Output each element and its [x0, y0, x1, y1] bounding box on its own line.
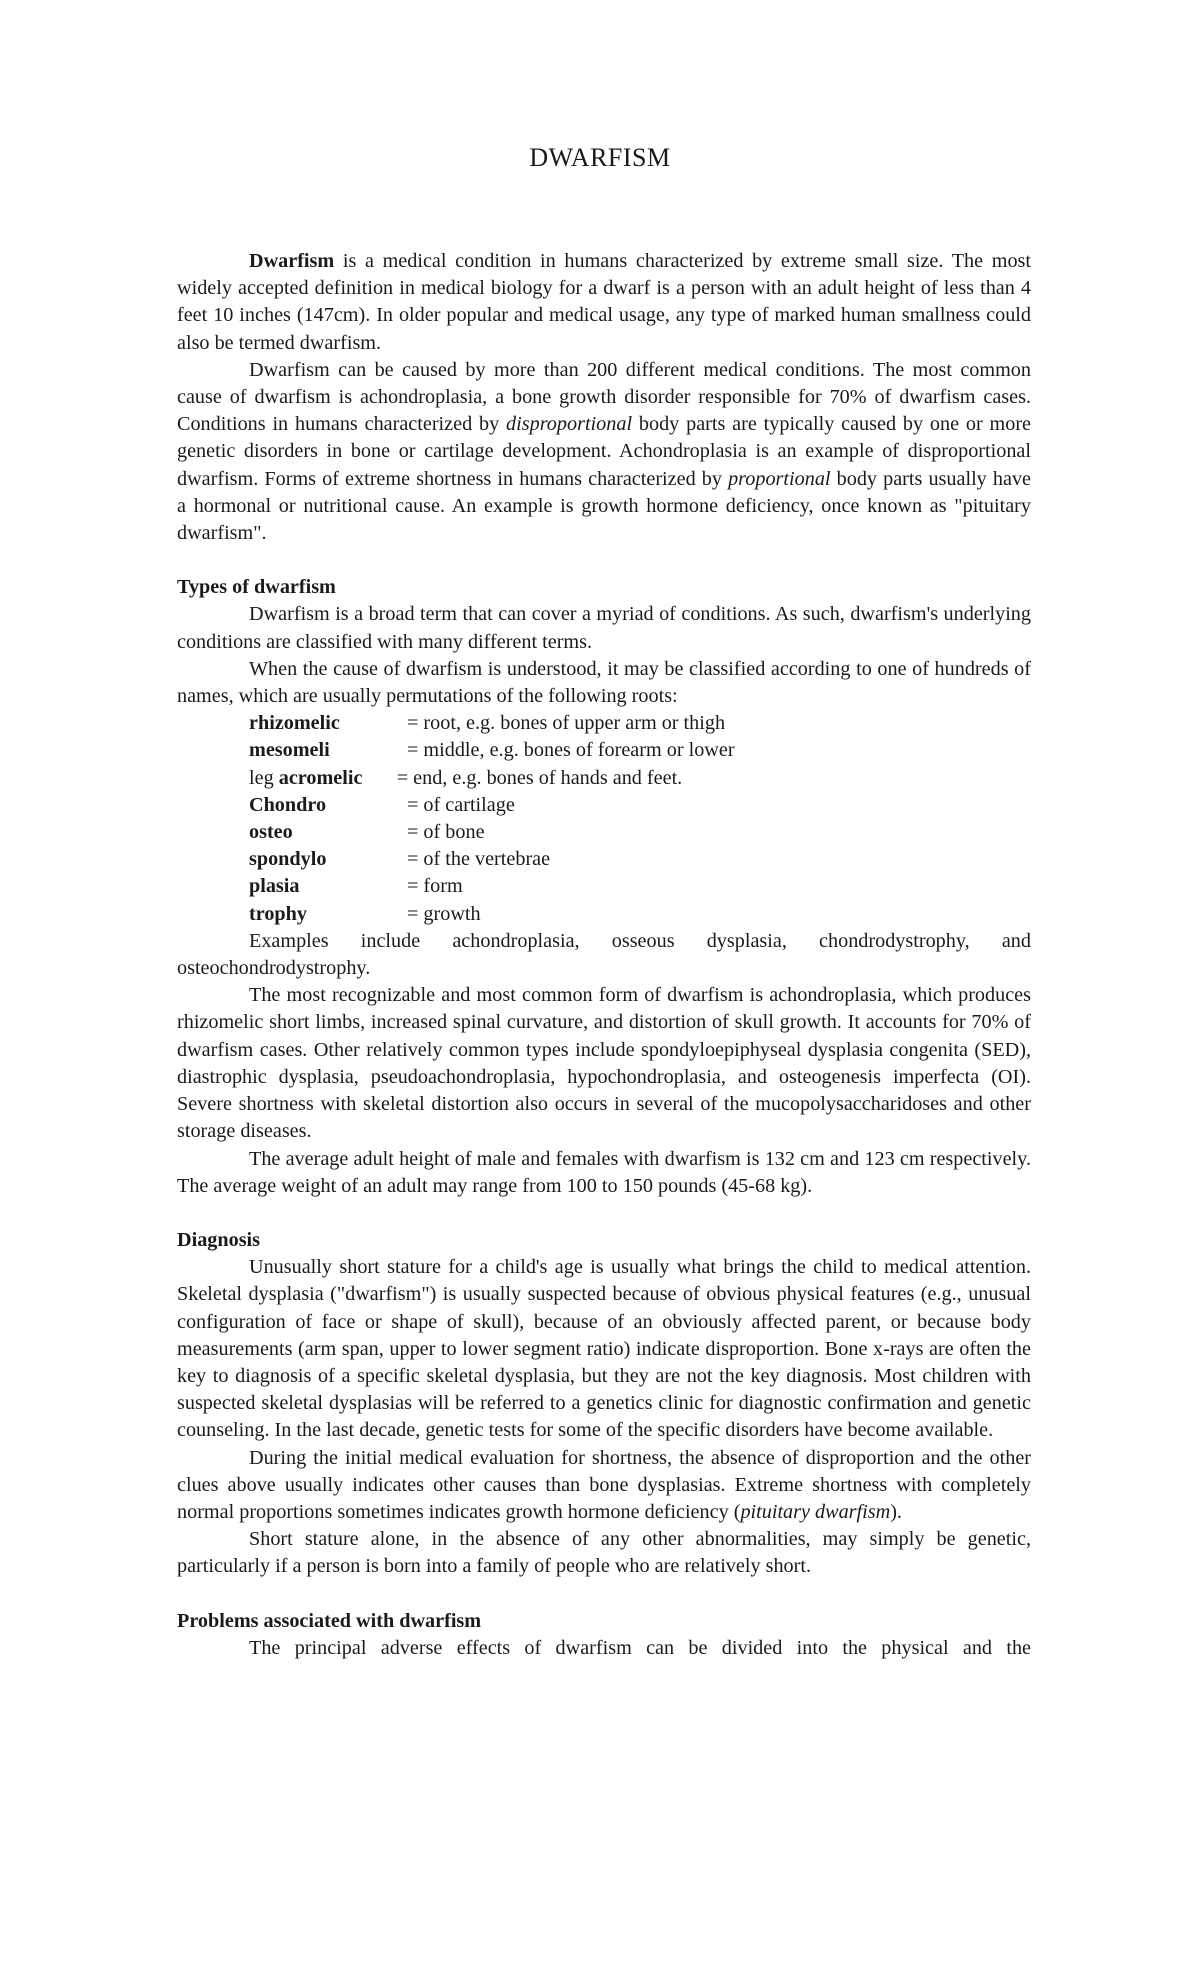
- intro-paragraph-1: Dwarfism is a medical condition in humans characterized by extreme small size. The most widely accepted definition in medical biology for a dwarf is a person with an adult height of less than 4 feet 10 inches (147cm). In older popular and medical usage, any type of marked human smallness could also be termed dwarfism.: [177, 250, 1031, 354]
- emphasis-proportional: proportional: [728, 467, 831, 490]
- intro-term: Dwarfism: [249, 250, 335, 272]
- section-heading-types: Types of dwarfism: [177, 576, 336, 599]
- root-row: osteo = of bone: [249, 821, 485, 844]
- spacer: [177, 1200, 1031, 1227]
- root-row: rhizomelic = root, e.g. bones of upper arm or thigh: [249, 712, 726, 735]
- intro-paragraph-2: Dwarfism can be caused by more than 200 different medical conditions. The most common cause of dwarfism is achondroplasia, a bone growth disorder responsible for 70% of dwarfism cases. Conditions in humans characterized by disproportional body parts are typically caused by one or more genetic disorders in bone or cartilage development. Achondroplasia is an example of disproportional dwarfism. Forms of extreme shortness in humans characterized by proportional body parts usually have a hormonal or nutritional cause. An example is growth hormone deficiency, once known as "pituitary dwarfism".: [177, 358, 1031, 545]
- types-paragraph-1: Dwarfism is a broad term that can cover a myriad of conditions. As such, dwarfism's underlying conditions are classified with many different terms.: [177, 603, 1031, 653]
- spacer: [177, 547, 1031, 574]
- types-paragraph-4: The most recognizable and most common form of dwarfism is achondroplasia, which produces rhizomelic short limbs, increased spinal curvature, and distortion of skull growth. It accounts for 70% of dwarfism cases. Other relatively common types include spondyloepiphyseal dysplasia congenita (SED), diastrophic dysplasia, pseudoachondroplasia, hypochondroplasia, and osteogenesis imperfecta (OI). Severe shortness with skeletal distortion also occurs in several of the mucopolysaccharidoses and other storage diseases.: [177, 984, 1031, 1143]
- types-paragraph-5: The average adult height of male and females with dwarfism is 132 cm and 123 cm respectively. The average weight of an adult may range from 100 to 150 pounds (45-68 kg).: [177, 1147, 1031, 1197]
- root-row: trophy = growth: [249, 902, 481, 925]
- diagnosis-paragraph-3: Short stature alone, in the absence of any other abnormalities, may simply be genetic, particularly if a person is born into a family of people who are relatively short.: [177, 1528, 1031, 1578]
- root-row: spondylo = of the vertebrae: [249, 848, 551, 871]
- roots-list: [177, 710, 1031, 928]
- page-title: DWARFISM: [529, 143, 671, 172]
- emphasis-disproportional: disproportional: [506, 413, 633, 436]
- section-heading-problems: Problems associated with dwarfism: [177, 1609, 482, 1632]
- types-paragraph-2: When the cause of dwarfism is understood, it may be classified according to one of hundreds of names, which are usually permutations of the following roots:: [177, 657, 1031, 708]
- spacer: [177, 1581, 1031, 1608]
- root-row: Chondro = of cartilage: [249, 793, 515, 816]
- root-row: leg acromelic = end, e.g. bones of hands and feet.: [249, 766, 683, 789]
- root-row: plasia = form: [249, 875, 463, 898]
- types-paragraph-3: Examples include achondroplasia, osseous dysplasia, chondrodystrophy, and osteochondrodystrophy.: [177, 929, 1031, 980]
- section-heading-diagnosis: Diagnosis: [177, 1228, 261, 1251]
- diagnosis-paragraph-1: Unusually short stature for a child's age is usually what brings the child to medical attention. Skeletal dysplasia ("dwarfism") is usually suspected because of obvious physical features (e.g., unusual configuration of face or shape of skull), because of an obviously affected parent, or because body measurements (arm span, upper to lower segment ratio) indicate disproportion. Bone x-rays are often the key to diagnosis of a specific skeletal dysplasia, but they are not the key diagnosis. Most children with suspected skeletal dysplasias will be referred to a genetics clinic for diagnostic confirmation and genetic counseling. In the last decade, genetic tests for some of the specific disorders have become available.: [177, 1256, 1031, 1442]
- document-body: [177, 248, 1031, 1662]
- emphasis-pituitary-dwarfism: pituitary dwarfism: [740, 1500, 891, 1523]
- root-row: mesomeli = middle, e.g. bones of forearm or lower: [249, 739, 735, 762]
- diagnosis-paragraph-2: During the initial medical evaluation for shortness, the absence of disproportion and the other clues above usually indicates other causes than bone dysplasias. Extreme shortness with completely normal proportions sometimes indicates growth hormone deficiency (pituitary dwarfism).: [177, 1446, 1031, 1523]
- problems-paragraph-1: The principal adverse effects of dwarfism can be divided into the physical and the: [249, 1636, 1031, 1659]
